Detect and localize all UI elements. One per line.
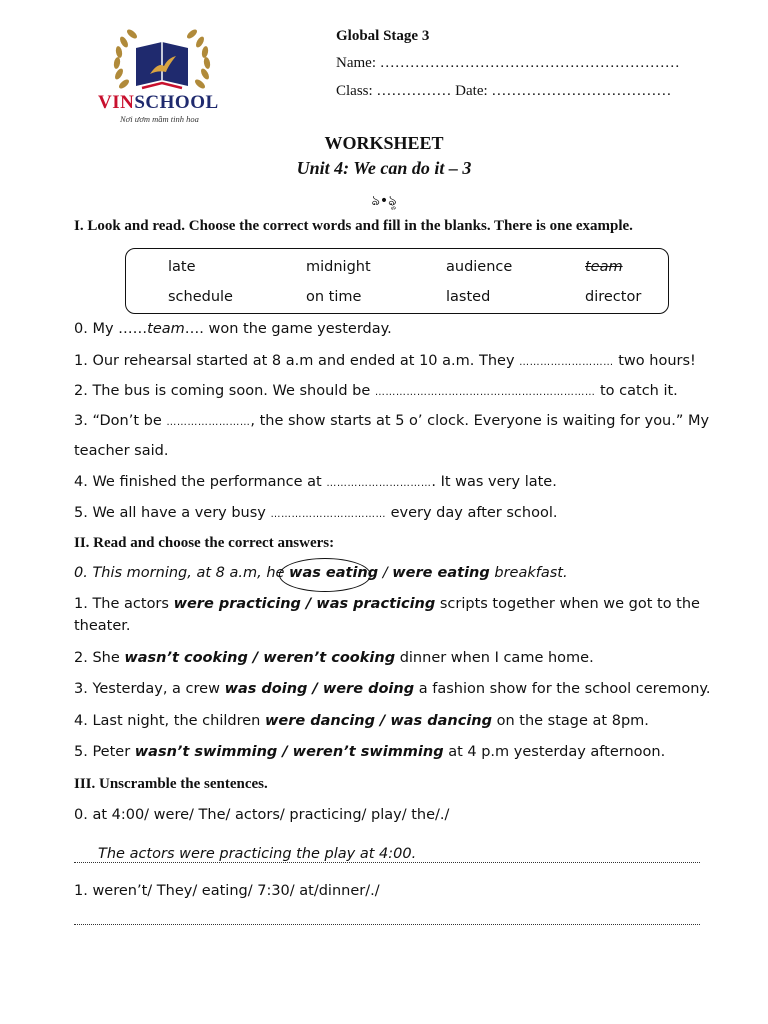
part1-item-3: 3. “Don’t be ……………………, the show starts at 5 o’ clock. Everyone is waiting for you.” My [74,413,710,429]
answer-circle-icon [279,558,371,592]
stage-label: Global Stage 3 [336,28,430,44]
logo-tagline: Nơi ươm mầm tinh hoa [120,114,199,124]
blank-field[interactable]: …………………… [166,417,251,428]
blank-field[interactable]: ……………………………………………………… [374,387,596,398]
blank-field[interactable]: …………………………… [270,509,386,520]
word-bank-item: schedule [168,289,233,305]
part1-item-4: 4. We finished the performance at …………………………. It was very late. [74,474,557,490]
part1-item-1: 1. Our rehearsal started at 8 a.m and ended at 10 a.m. They ……………………… two hours! [74,353,696,369]
logo-brand: VINSCHOOL [98,92,219,113]
part3-example-prompt: 0. at 4:00/ were/ The/ actors/ practicing/ play/ the/./ [74,807,450,823]
word-bank-item: audience [446,259,513,275]
name-field[interactable]: Name: …………………………………………………… [336,55,680,71]
part2-item-2: 2. She wasn’t cooking / weren’t cooking dinner when I came home. [74,650,594,666]
word-bank-item: lasted [446,289,491,305]
worksheet-title: WORKSHEET [324,133,444,153]
part3-heading: III. Unscramble the sentences. [74,776,268,792]
answer-line[interactable] [74,924,700,925]
part1-example: 0. My ……team…. won the game yesterday. [74,321,392,337]
part3-item-1-prompt: 1. weren’t/ They/ eating/ 7:30/ at/dinner/./ [74,883,380,899]
part2-item-3: 3. Yesterday, a crew was doing / were doing a fashion show for the school ceremony. [74,681,711,697]
word-bank [125,248,669,314]
part1-item-2: 2. The bus is coming soon. We should be ……………………………………………………… to catch it. [74,383,678,399]
part1-heading: I. Look and read. Choose the correct words and fill in the blanks. There is one example. [74,218,633,234]
blank-field[interactable]: ……………………… [519,357,614,368]
blank-field[interactable]: ………………………… [326,478,432,489]
answer-options[interactable]: wasn’t cooking / weren’t cooking [124,650,396,666]
part2-example: 0. This morning, at 8 a.m, he was eating / were eating breakfast. [74,565,568,581]
word-bank-item: midnight [306,259,371,275]
class-date-field[interactable]: Class: …………… Date: ……………………………… [336,83,672,99]
word-bank-item: director [585,289,642,305]
example-chosen-option: was eating [289,565,379,581]
vinschool-logo [92,22,232,132]
word-bank-item: late [168,259,196,275]
part1-item-5: 5. We all have a very busy …………………………… every day after school. [74,505,558,521]
example-other-option: were eating [392,565,490,581]
answer-options[interactable]: were practicing / was practicing [173,596,436,612]
part2-heading: II. Read and choose the correct answers: [74,535,335,551]
part2-item-4: 4. Last night, the children were dancing / was dancing on the stage at 8pm. [74,713,649,729]
example-answer: team [147,321,185,337]
answer-options[interactable]: were dancing / was dancing [264,713,492,729]
word-bank-item-crossed: team [585,259,623,275]
answer-options[interactable]: was doing / were doing [224,681,415,697]
part2-item-5: 5. Peter wasn’t swimming / weren’t swimming at 4 p.m yesterday afternoon. [74,744,666,760]
ornament-divider-icon: ঌ•ৡ [371,193,397,209]
part1-item-3-continued: teacher said. [74,443,169,459]
answer-options[interactable]: wasn’t swimming / weren’t swimming [134,744,444,760]
answer-line [74,862,700,863]
worksheet-subtitle: Unit 4: We can do it – 3 [296,158,472,178]
logo-emblem-icon [92,22,232,102]
word-bank-item: on time [306,289,362,305]
part2-item-1-continued: theater. [74,618,131,634]
part2-item-1: 1. The actors were practicing / was practicing scripts together when we got to the [74,596,700,612]
part3-example-answer: The actors were practicing the play at 4:00. [98,846,417,862]
